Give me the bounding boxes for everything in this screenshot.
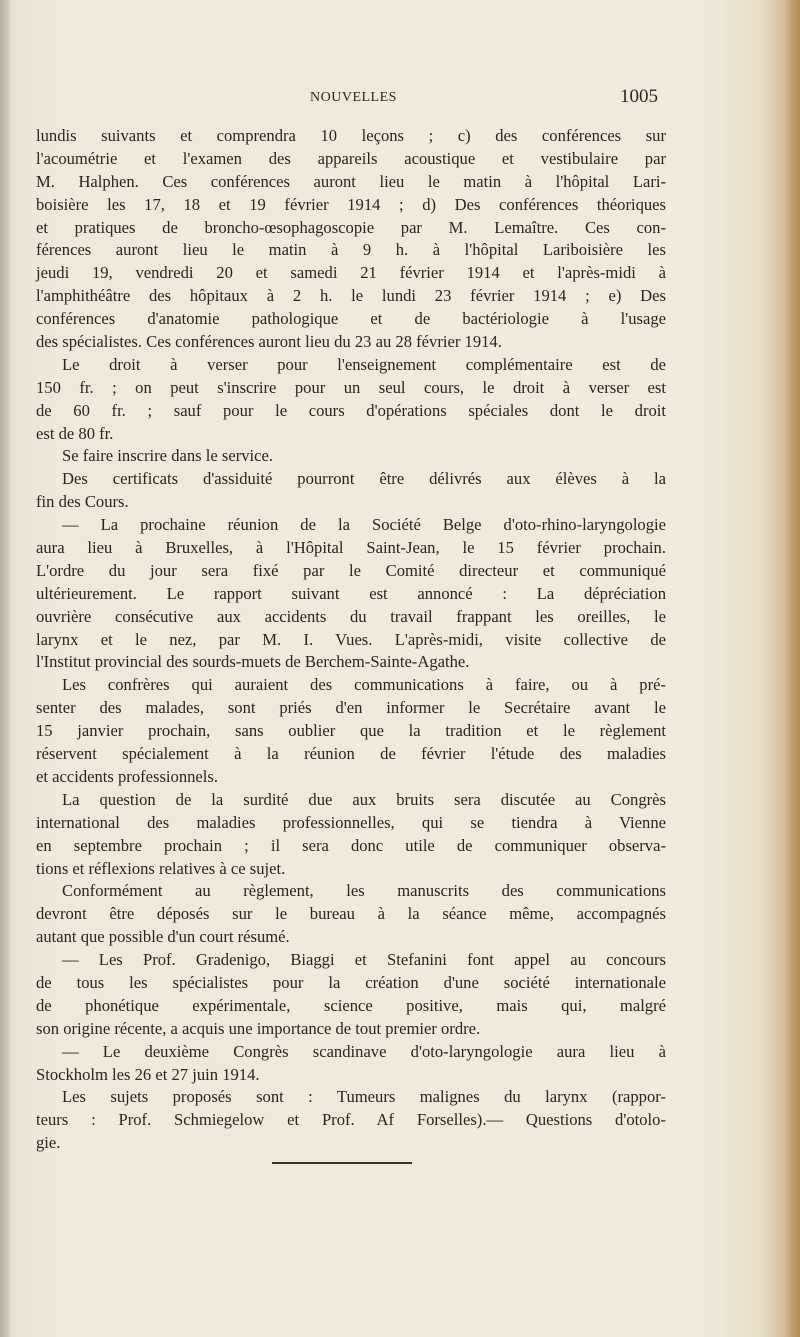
- text-line: lundis suivants et comprendra 10 leçons ; c) des conférences sur: [36, 126, 666, 145]
- text-line: Le droit à verser pour l'enseignement complémentaire est de: [62, 354, 666, 374]
- text-line: larynx et le nez, par M. I. Vues. L'après-midi, visite collective de: [36, 629, 666, 649]
- text-line: est de 80 fr.: [36, 423, 114, 443]
- text-line: en septembre prochain ; il sera donc utile de communiquer observa-: [36, 835, 666, 855]
- text-line: de 60 fr. ; sauf pour le cours d'opérations spéciales dont le droit: [36, 400, 666, 420]
- register-paragraph: [36, 445, 666, 468]
- text-line: et pratiques de broncho-œsophagoscopie par M. Lemaître. Ces con-: [36, 217, 666, 237]
- page-header: [0, 86, 800, 110]
- text-line: fin des Cours.: [36, 492, 129, 512]
- text-line: ouvrière consécutive aux accidents du travail frappant les oreilles, le: [36, 606, 666, 626]
- text-line: jeudi 19, vendredi 20 et samedi 21 février 1914 et l'après-midi à: [36, 263, 666, 283]
- text-line: Se faire inscrire dans le service.: [62, 446, 274, 466]
- subjects-paragraph: [36, 1086, 666, 1155]
- text-line: — Le deuxième Congrès scandinave d'oto-laryngologie aura lieu à: [62, 1041, 666, 1061]
- deafness-paragraph: [36, 789, 666, 881]
- text-line: conférences d'anatomie pathologique et de bactériologie à l'usage: [36, 309, 666, 329]
- text-line: Conformément au règlement, les manuscrits des communications: [62, 881, 666, 901]
- fees-paragraph: [36, 354, 666, 446]
- text-line: Les confrères qui auraient des communications à faire, ou à pré-: [62, 675, 666, 695]
- text-line: — La prochaine réunion de la Société Belge d'oto-rhino-laryngologie: [62, 515, 666, 535]
- phonetics-paragraph: [36, 949, 666, 1041]
- text-line: devront être déposés sur le bureau à la séance même, accompagnés: [36, 904, 666, 924]
- text-line: ultérieurement. Le rapport suivant est annoncé : La dépréciation: [36, 583, 666, 603]
- text-line: boisière les 17, 18 et 19 février 1914 ; d) Des conférences théoriques: [36, 194, 666, 214]
- certificates-paragraph: [36, 468, 666, 514]
- scandinavian-congress-paragraph: [36, 1041, 666, 1087]
- text-line: L'ordre du jour sera fixé par le Comité directeur et communiqué: [36, 560, 666, 580]
- communications-paragraph: [36, 674, 666, 788]
- page-number: 1005: [620, 86, 658, 107]
- text-line: de phonétique expérimentale, science positive, mais qui, malgré: [36, 995, 666, 1015]
- text-line: l'amphithéâtre des hôpitaux à 2 h. le lundi 23 février 1914 ; e) Des: [36, 286, 666, 306]
- text-line: et accidents professionnels.: [36, 766, 219, 786]
- text-line: férences auront lieu le matin à 9 h. à l'hôpital Lariboisière les: [36, 240, 666, 260]
- text-line: tions et réflexions relatives à ce sujet.: [36, 858, 286, 878]
- text-line: teurs : Prof. Schmiegelow et Prof. Af Forselles).— Questions d'otolo-: [36, 1110, 666, 1130]
- belgian-society-paragraph: [36, 514, 666, 674]
- text-line: réservent spécialement à la réunion de février l'étude des maladies: [36, 744, 666, 764]
- text-line: M. Halphen. Ces conférences auront lieu le matin à l'hôpital Lari-: [36, 171, 666, 191]
- text-line: senter des malades, sont priés d'en informer le Secrétaire avant le: [36, 698, 666, 718]
- text-line: son origine récente, a acquis une importance de tout premier ordre.: [36, 1018, 481, 1038]
- page-edge-stain: [784, 0, 800, 1337]
- text-line: — Les Prof. Gradenigo, Biaggi et Stefanini font appel au concours: [62, 950, 666, 970]
- running-head: NOUVELLES: [310, 90, 397, 105]
- binding-shadow: [0, 0, 10, 1337]
- text-line: 15 janvier prochain, sans oublier que la tradition et le règlement: [36, 721, 666, 741]
- text-line: 150 fr. ; on peut s'inscrire pour un seul cours, le droit à verser est: [36, 377, 666, 397]
- closing-rule: [272, 1162, 412, 1164]
- body-text: [36, 125, 666, 1155]
- text-line: Les sujets proposés sont : Tumeurs malignes du larynx (rappor-: [62, 1087, 666, 1107]
- text-line: aura lieu à Bruxelles, à l'Hôpital Saint-Jean, le 15 février prochain.: [36, 538, 666, 558]
- manuscripts-paragraph: [36, 880, 666, 949]
- text-line: l'acoumétrie et l'examen des appareils acoustique et vestibulaire par: [36, 148, 666, 168]
- conferences-paragraph: [36, 125, 666, 354]
- text-line: de tous les spécialistes pour la création d'une société internationale: [36, 972, 666, 992]
- text-line: gie.: [36, 1133, 61, 1153]
- text-line: autant que possible d'un court résumé.: [36, 927, 290, 947]
- text-line: international des maladies professionnelles, qui se tiendra à Vienne: [36, 812, 666, 832]
- text-line: l'Institut provincial des sourds-muets de Berchem-Sainte-Agathe.: [36, 652, 470, 672]
- text-line: des spécialistes. Ces conférences auront lieu du 23 au 28 février 1914.: [36, 332, 502, 352]
- text-line: Stockholm les 26 et 27 juin 1914.: [36, 1064, 260, 1084]
- text-line: Des certificats d'assiduité pourront être délivrés aux élèves à la: [62, 469, 666, 489]
- text-line: La question de la surdité due aux bruits sera discutée au Congrès: [62, 789, 666, 809]
